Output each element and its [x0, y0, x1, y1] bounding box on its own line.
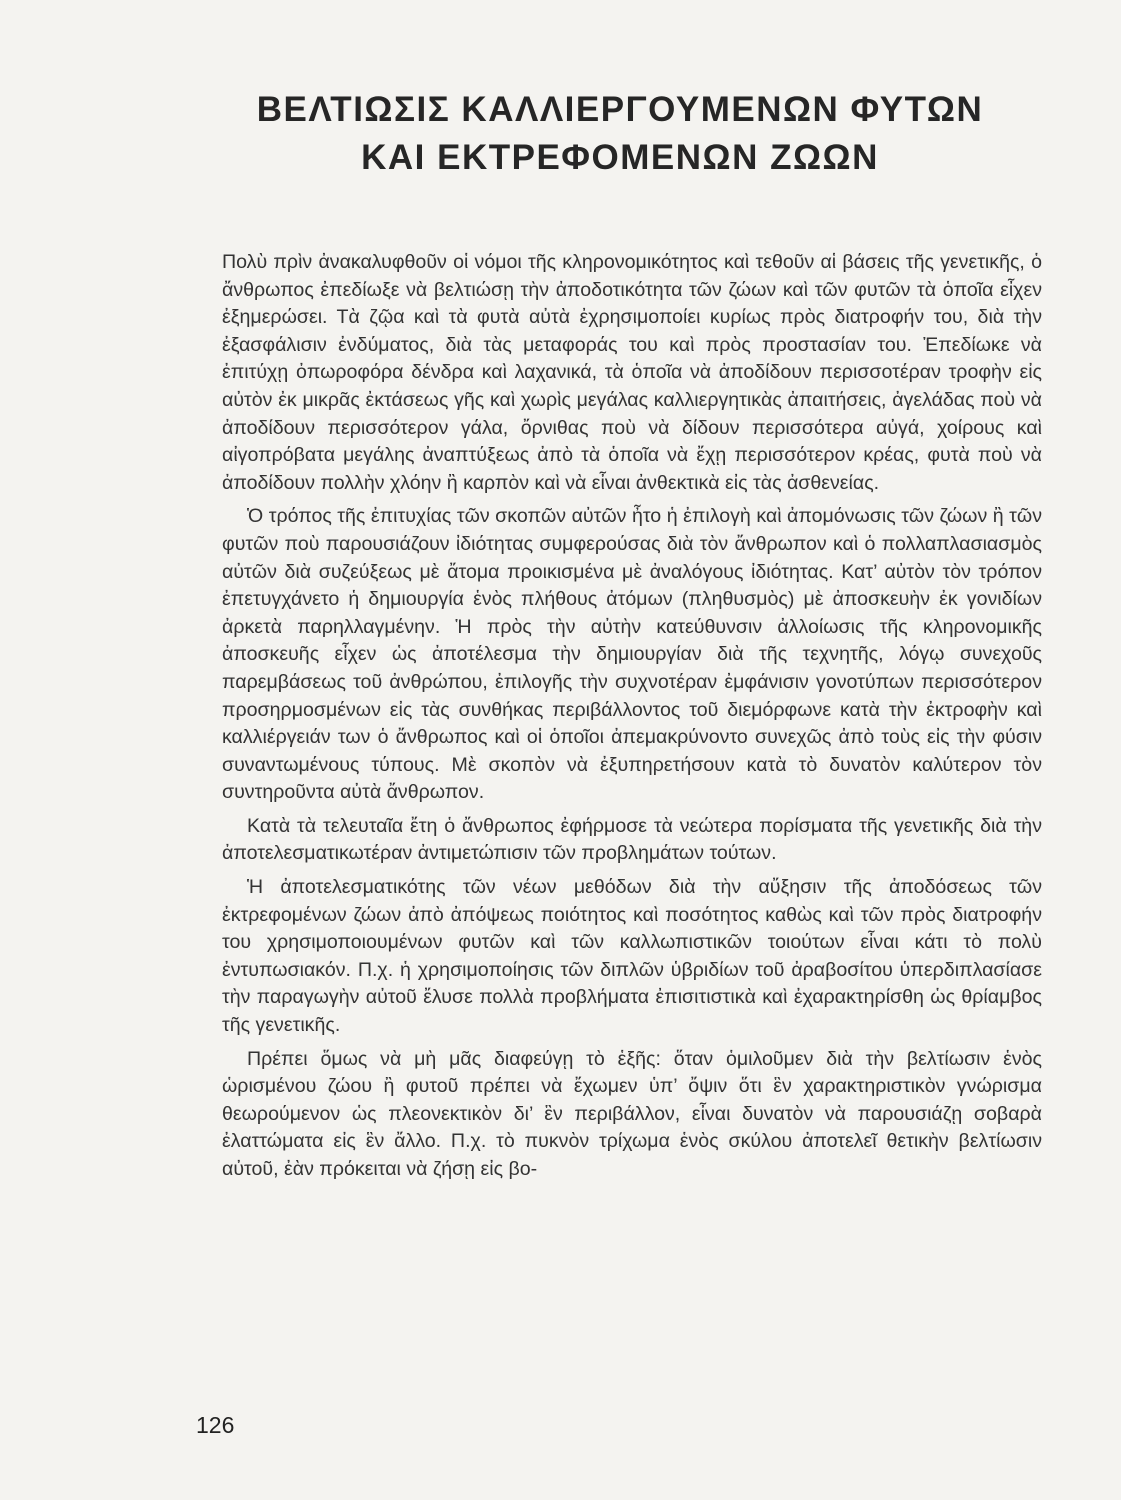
paragraph-1: Πολὺ πρὶν ἀνακαλυφθοῦν οἱ νόμοι τῆς κληρονομικότητος καὶ τεθοῦν αἱ βάσεις τῆς γενετικῆς, ὁ ἄνθρωπος ἐπεδίωξε νὰ βελτιώσῃ τὴν ἀποδοτικότητα τῶν ζώων καὶ τῶν φυτῶν τὰ ὁποῖα εἶχεν ἐξημερώσει. Τὰ ζῷα καὶ τὰ φυτὰ αὐτὰ ἐχρησιμοποίει κυρίως πρὸς διατροφήν του, διὰ τὴν ἐξασφάλισιν ἐνδύματος, διὰ τὰς μεταφοράς του καὶ πρὸς προστασίαν του. Ἐπεδίωκε νὰ ἐπιτύχῃ ὀπωροφόρα δένδρα καὶ λαχανικά, τὰ ὁποῖα νὰ ἀποδίδουν περισσοτέραν τροφὴν εἰς αὐτὸν ἐκ μικρᾶς ἐκτάσεως γῆς καὶ χωρὶς μεγάλας καλλιεργητικὰς ἀπαιτήσεις, ἀγελάδας ποὺ νὰ ἀποδίδουν περισσότερον γάλα, ὄρνιθας ποὺ νὰ δίδουν περισσότερα αὐγά, χοίρους καὶ αἰγοπρόβατα μεγάλης ἀναπτύξεως ἀπὸ τὰ ὁποῖα νὰ ἔχῃ περισσότερον κρέας, φυτὰ ποὺ νὰ ἀποδίδουν πολλὴν χλόην ἢ καρπὸν καὶ νὰ εἶναι ἀνθεκτικὰ εἰς τὰς ἀσθενείας.: [222, 251, 1042, 494]
paragraph-2: Ὁ τρόπος τῆς ἐπιτυχίας τῶν σκοπῶν αὐτῶν ἦτο ἡ ἐπιλογὴ καὶ ἀπομόνωσις τῶν ζώων ἢ τῶν φυτῶν ποὺ παρουσιάζουν ἰδιότητας συμφερούσας διὰ τὸν ἄνθρωπον καὶ ὁ πολλαπλασιασμὸς αὐτῶν διὰ συζεύξεως μὲ ἄτομα προικισμένα μὲ ἀναλόγους ἰδιότητας. Κατ’ αὐτὸν τὸν τρόπον ἐπετυγχάνετο ἡ δημιουργία ἑνὸς πλήθους ἀτόμων (πληθυσμὸς) μὲ ἀποσκευὴν ἐκ γονιδίων ἀρκετὰ παρηλλαγμένην. Ἡ πρὸς τὴν αὐτὴν κατεύθυνσιν ἀλλοίωσις τῆς κληρονομικῆς ἀποσκευῆς εἶχεν ὡς ἀποτέλεσμα τὴν δημιουργίαν διὰ τῆς τεχνητῆς, λόγῳ συνεχοῦς παρεμβάσεως τοῦ ἀνθρώπου, ἐπιλογῆς τὴν συχνοτέραν ἐμφάνισιν γονοτύπων περισσότερον προσηρμοσμένων εἰς τὰς συνθήκας περιβάλλοντος τοῦ διεμόρφωνε κατὰ τὴν ἐκτροφὴν καὶ καλλιέργειάν των ὁ ἄνθρωπος καὶ οἱ ὁποῖοι ἀπεμακρύνοντο συνεχῶς ἀπὸ τοὺς εἰς τὴν φύσιν συναντωμένους τύπους. Μὲ σκοπὸν νὰ ἐξυπηρετήσουν κατὰ τὸ δυνατὸν καλύτερον τὸν συντηροῦντα αὐτὰ ἄνθρωπον.: [222, 505, 1042, 804]
paragraph-3: Κατὰ τὰ τελευταῖα ἔτη ὁ ἄνθρωπος ἐφήρμοσε τὰ νεώτερα πορίσματα τῆς γενετικῆς διὰ τὴν ἀποτελεσματικωτέραν ἀντιμετώπισιν τῶν προβλημάτων τούτων.: [222, 814, 1042, 865]
paragraph-4: Ἡ ἀποτελεσματικότης τῶν νέων μεθόδων διὰ τὴν αὔξησιν τῆς ἀποδόσεως τῶν ἐκτρεφομένων ζώων ἀπὸ ἀπόψεως ποιότητος καὶ ποσότητος καθὼς καὶ τῶν πρὸς διατροφήν του χρησιμοποιουμένων φυτῶν καὶ τῶν καλλωπιστικῶν τοιούτων εἶναι κάτι τὸ πολὺ ἐντυπωσιακόν. Π.χ. ἡ χρησιμοποίησις τῶν διπλῶν ὑβριδίων τοῦ ἀραβοσίτου ὑπερδιπλασίασε τὴν παραγωγὴν αὐτοῦ ἔλυσε πολλὰ προβλήματα ἐπισιτιστικὰ καὶ ἐχαρακτηρίσθη ὡς θρίαμβος τῆς γενετικῆς.: [222, 876, 1042, 1037]
body-text: [222, 249, 1042, 1184]
chapter-title-line-2: ΚΑΙ ΕΚΤΡΕΦΟΜΕΝΩΝ ΖΩΩΝ: [361, 138, 879, 177]
chapter-title-line-1: ΒΕΛΤΙΩΣΙΣ ΚΑΛΛΙΕΡΓΟΥΜΕΝΩΝ ΦΥΤΩΝ: [256, 90, 984, 129]
page-number: 126: [196, 1412, 235, 1438]
paragraph-5: Πρέπει ὅμως νὰ μὴ μᾶς διαφεύγῃ τὸ ἑξῆς: ὅταν ὁμιλοῦμεν διὰ τὴν βελτίωσιν ἑνὸς ὡρισμένου ζώου ἢ φυτοῦ πρέπει νὰ ἔχωμεν ὑπ’ ὄψιν ὅτι ἓν χαρακτηριστικὸν γνώρισμα θεωρούμενον ὡς πλεονεκτικὸν δι’ ἓν περιβάλλον, εἶναι δυνατὸν νὰ παρουσιάζῃ σοβαρὰ ἐλαττώματα εἰς ἓν ἄλλο. Π.χ. τὸ πυκνὸν τρίχωμα ἑνὸς σκύλου ἀποτελεῖ θετικὴν βελτίωσιν αὐτοῦ, ἐὰν πρόκειται νὰ ζήσῃ εἰς βο-: [222, 1047, 1042, 1180]
